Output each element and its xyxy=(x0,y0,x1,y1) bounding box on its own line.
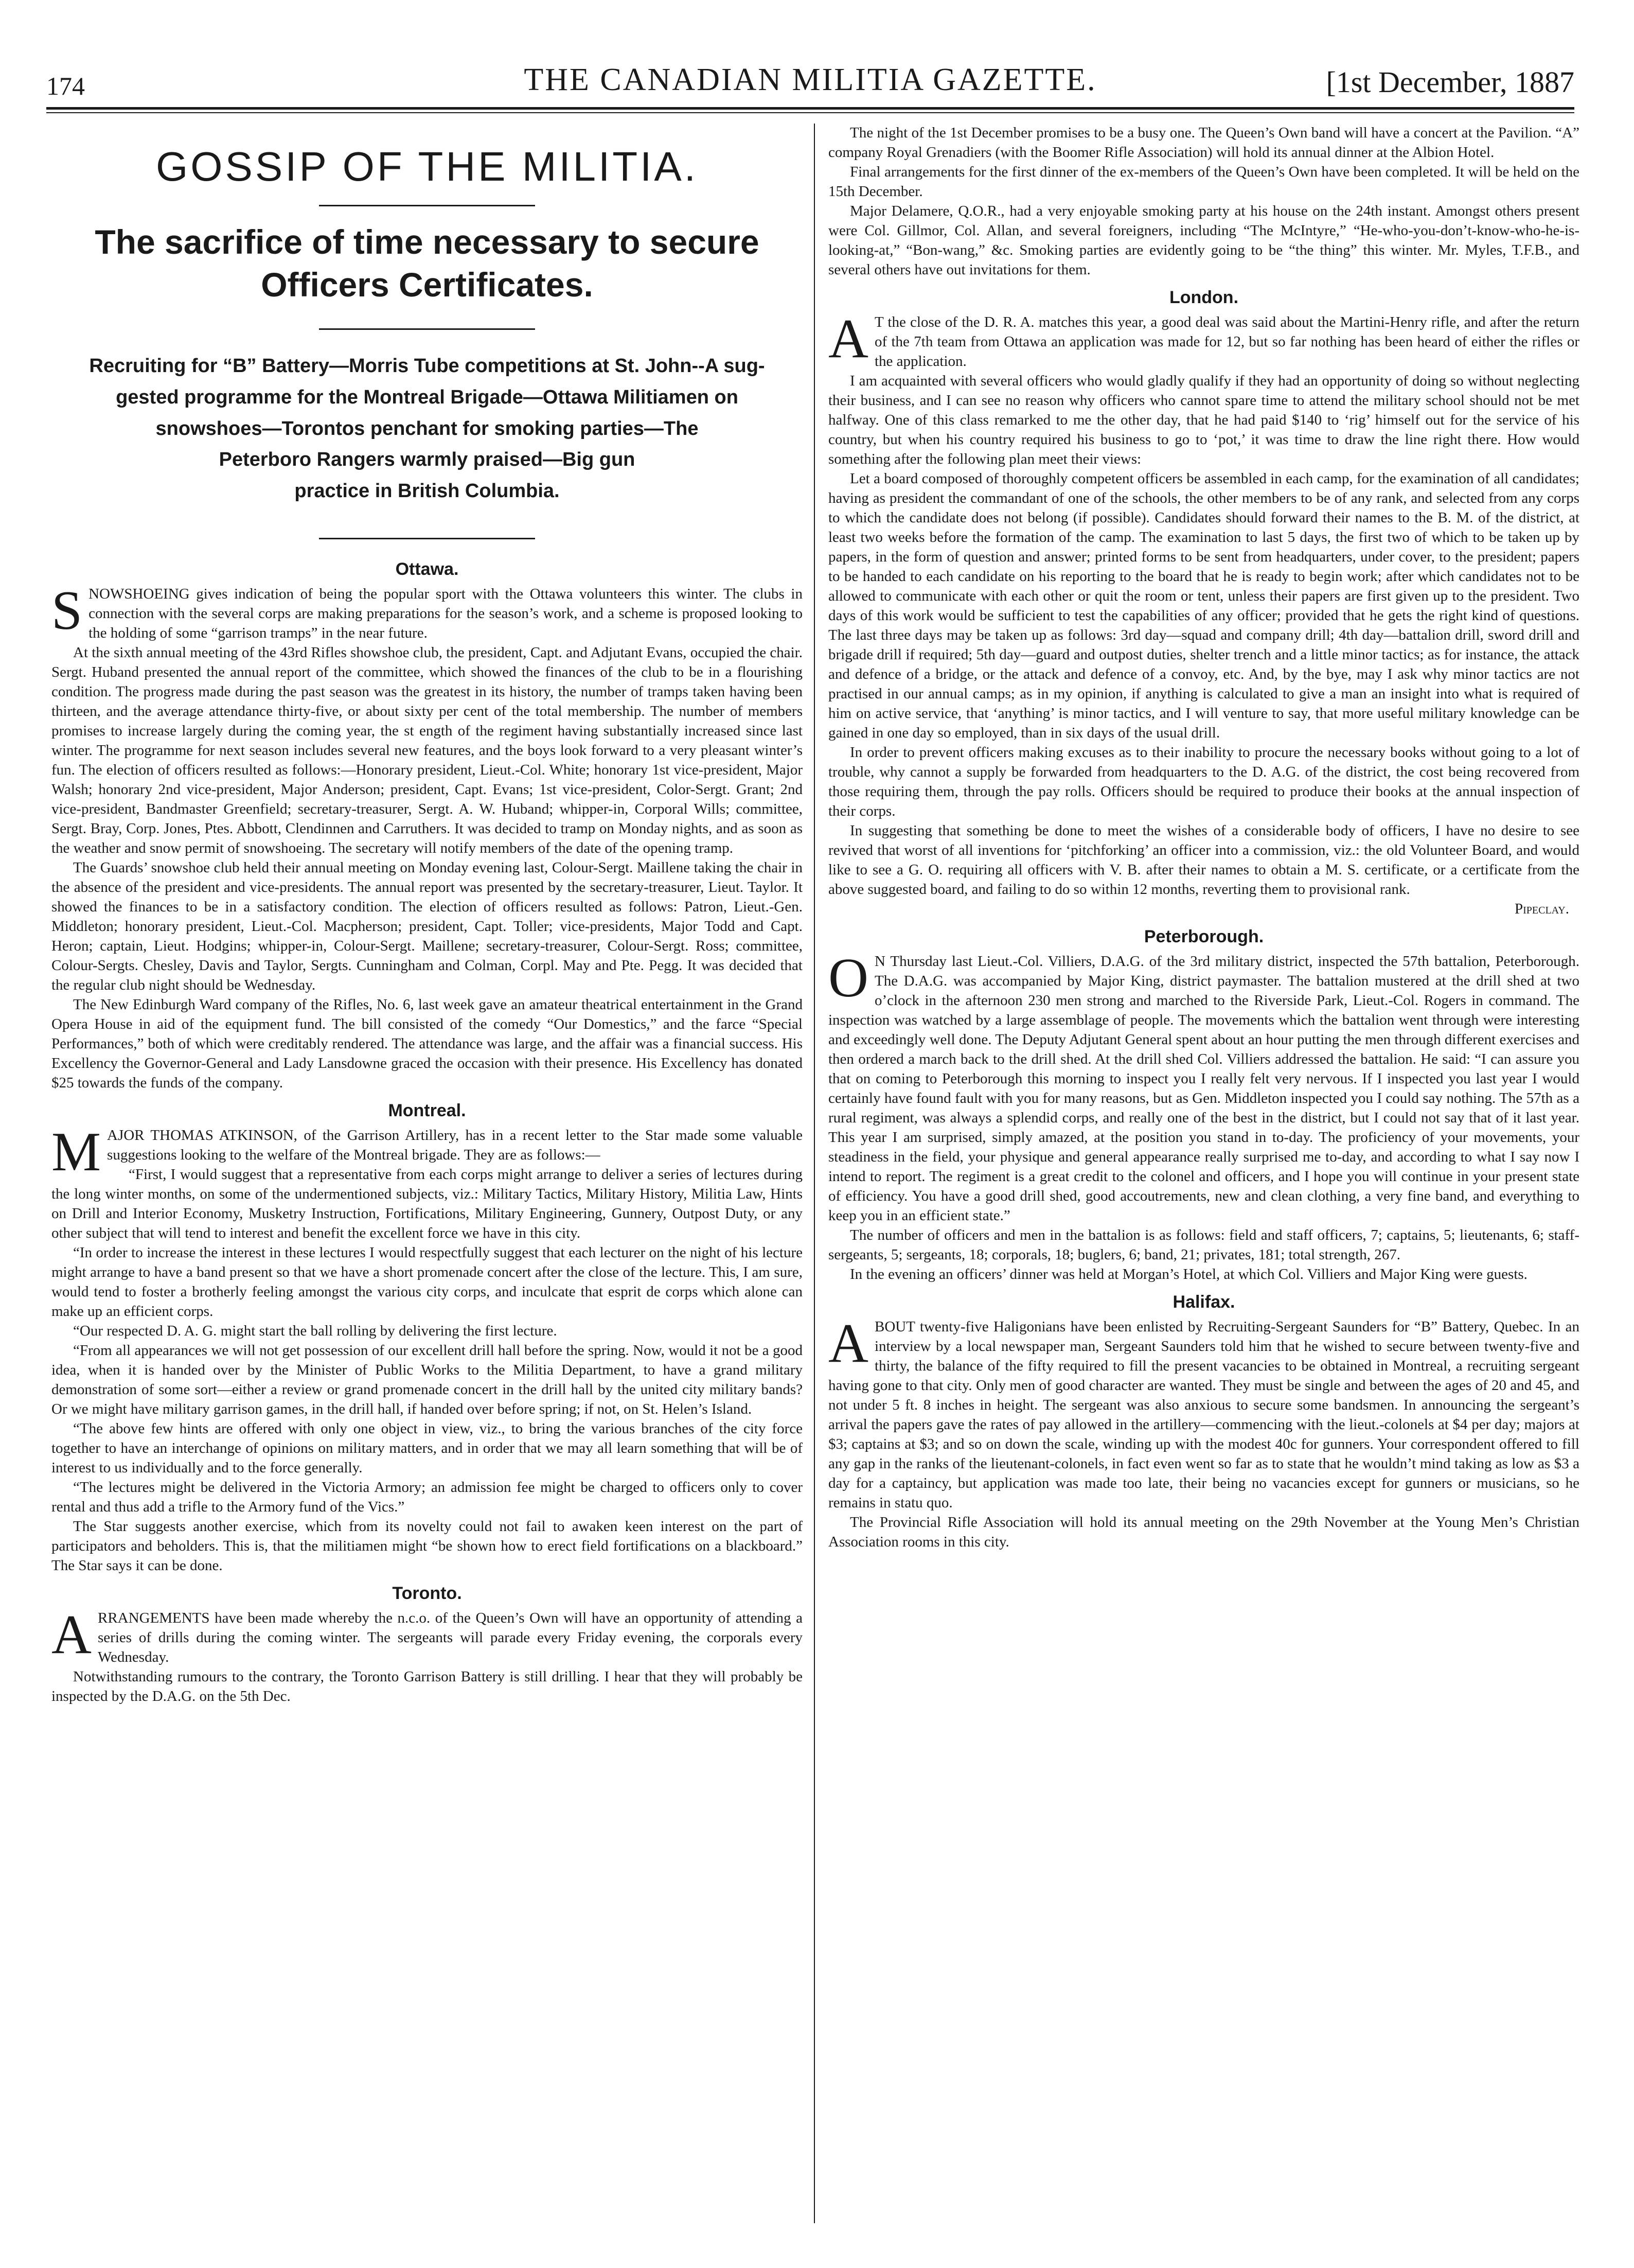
section-peterborough xyxy=(828,925,1579,1285)
feature-subtitle: The sacrifice of time necessary to secure Officers Certificates. xyxy=(95,223,759,304)
header-rule xyxy=(46,107,1574,110)
paragraph: The night of the 1st December promises to be a busy one. The Queen’s Own band will have a concert at the Pavilion. “A” company Royal Grenadiers (with the Boomer Rifle Association) will hold its annual dinner at the Albion Hotel. xyxy=(828,125,1579,161)
issue-date: [1st December, 1887 xyxy=(1326,65,1574,99)
paragraph: At the sixth annual meeting of the 43rd Rifles showshoe club, the president, Capt. and Adjutant Evans, occupied the chair. Sergt. Huband presented the annual report of the committee, which showed the finances of the club to be in a flourishing condition. The progress made during the past season was the greatest in its history, the number of tramps taken having been thirteen, and the average attendance thirty-five, or about sixty per cent of the total membership. The number of members promises to increase largely during the coming year, the st ength of the regiment having substantially increased since last winter. The programme for next season includes several new features, and the boys look forward to a very pleasant winter’s fun. The election of officers resulted as follows:—Honorary president, Lieut.-Col. White; honorary 1st vice-president, Major Walsh; honorary 2nd vice-president, Major Anderson; president, Capt. Evans; 1st vice-president, Color-Sergt. Grant; 2nd vice-president, Bandmaster Greenfield; secretary-treasurer, Sergt. A. W. Huband; whipper-in, Corporal Wills; committee, Sergt. Bray, Corp. Jones, Ptes. Abbott, Clendinnen and Carruthers. It was decided to tramp on Monday nights, and as soon as the weather and snow permit of snowshoeing. The secretary will notify members of the date of the opening tramp. xyxy=(51,644,803,856)
subtitle-rule xyxy=(319,328,535,330)
feature-title: GOSSIP OF THE MILITIA. xyxy=(156,144,698,189)
section-heading: Halifax. xyxy=(1173,1292,1235,1312)
paragraph: In suggesting that something be done to meet the wishes of a considerable body of officers, I have no desire to see revived that worst of all inventions for ‘pitchforking’ an officer into a commission, viz.: the old Volunteer Board, and would like to see a G. O. requiring all officers with V. B. after their names to obtain a M. S. certificate, or a certificate from the above suggested board, and failing to do so within 12 months, reverting them to provisional rank. xyxy=(828,822,1579,898)
summary-line: practice in British Columbia. xyxy=(294,480,560,502)
summary-line: Peterboro Rangers warmly praised—Big gun xyxy=(219,449,635,471)
paragraph: Notwithstanding rumours to the contrary, the Toronto Garrison Battery is still drilling. I hear that they will probably be inspected by the D.A.G. on the 5th Dec. xyxy=(51,1668,803,1704)
summary-line: gested programme for the Montreal Brigade—Ottawa Militiamen on xyxy=(116,386,738,408)
feature-summary xyxy=(82,350,772,507)
paragraph: “Our respected D. A. G. might start the ball rolling by delivering the first lecture. xyxy=(73,1322,557,1339)
right-column xyxy=(828,124,1579,1552)
left-column xyxy=(51,124,803,1707)
section-montreal xyxy=(51,1099,803,1576)
paragraph: SNOWSHOEING gives indication of being the popular sport with the Ottawa volunteers this winter. The clubs in connection with the several corps are making preparations for the season’s work, and a scheme is proposed looking to the holding of some “garrison tramps” in the near future. xyxy=(51,580,803,642)
paragraph: ABOUT twenty-five Haligonians have been enlisted by Recruiting-Sergeant Saunders for “B” Battery, Quebec. In an interview by a local newspaper man, Sergeant Saunders told him that he wished to secure between twenty-five and thirty, the balance of the fifty required to fill the present vacancies to be obtained in Montreal, a recruiting sergeant having gone to that city. Only men of good character are wanted. They must be single and between the ages of 20 and 45, and not under 5 ft. 8 inches in height. The sergeant was also anxious to secure some bandsmen. In announcing the sergeant’s arrival the papers gave the rates of pay allowed in the artillery—commencing with the lieut.-colonels at $4 per day; majors at $3; captains at $3; and so on down the scale, winding up with the modest 40c for gunners. Your correspondent offered to fill any gap in the ranks of the lieutenant-colonels, in fact even went so far as to state that he wouldn’t mind taking as low as $3 a day for a captaincy, but application was made too late, their being no vacancies except for gunners or musicians, so he remains in statu quo. xyxy=(828,1312,1579,1511)
section-halifax xyxy=(828,1291,1579,1552)
paragraph: The Provincial Rifle Association will hold its annual meeting on the 29th November at the Young Men’s Christian Association rooms in this city. xyxy=(828,1514,1579,1550)
paragraph: “In order to increase the interest in these lectures I would respectfully suggest that each lecturer on the night of his lecture might arrange to have a band present so that we have a short promenade concert after the close of the lecture. This, I am sure, would tend to foster a brotherly feeling amongst the various city corps, and inculcate that esprit de corps which alone can make up an efficient corps. xyxy=(51,1244,803,1320)
paragraph: AT the close of the D. R. A. matches this year, a good deal was said about the Martini-Henry rifle, and after the return of the 7th team from Ottawa an application was made for 12, but so far nothing has been heard of either the rifles or the application. xyxy=(828,308,1579,370)
section-heading: Peterborough. xyxy=(1144,926,1264,946)
running-head xyxy=(46,62,1574,103)
header-rule-thin xyxy=(46,112,1574,113)
summary-line: snowshoes—Torontos penchant for smoking parties—The xyxy=(155,417,699,439)
paragraph: “The lectures might be delivered in the Victoria Armory; an admission fee might be charged to officers only to cover rental and thus add a trifle to the Armory fund of the Vics.” xyxy=(51,1479,803,1515)
paragraph: The Star suggests another exercise, which from its novelty could not fail to awaken keen interest on the part of participators and beholders. This is, that the militiamen might “be shown how to erect field fortifications on a blackboard.” The Star says it can be done. xyxy=(51,1518,803,1574)
section-toronto xyxy=(51,1582,803,1707)
masthead: THE CANADIAN MILITIA GAZETTE. xyxy=(524,62,1097,97)
paragraph: The Guards’ snowshoe club held their annual meeting on Monday evening last, Colour-Sergt. Maillene taking the chair in the absence of the president and vice-presidents. The annual report was presented by the secretary-treasurer, Lieut. Taylor. It showed the finances to be in a satisfactory condition. The election of officers resulted as follows: Patron, Lieut.-Gen. Middleton; honorary president, Lieut.-Col. Macpherson; president, Capt. Toller; vice-presidents, Major Todd and Capt. Heron; captain, Lieut. Hodgins; whipper-in, Colour-Sergt. Maillene; secretary-treasurer, Colour-Sergt. Ross; committee, Colour-Sergts. Chesley, Davis and Taylor, Sergts. Cunningham and Colman, Corpl. May and Pte. Pegg. It was decided that the regular club night should be Wednesday. xyxy=(51,859,803,993)
section-heading: Montreal. xyxy=(388,1100,466,1120)
section-ottawa xyxy=(51,558,803,1093)
paragraph: Let a board composed of thoroughly competent officers be assembled in each camp, for the examination of all candidates; having as president the commandant of one of the schools, the other members to be of any rank, and selected from any corps to which the candidate does not belong (if possible). Candidates should forward their names to the B. M. of the district, at least two weeks before the formation of the camp. The examination to last 5 days, the first two of which to be taken up by papers, in the form of question and answer; printed forms to be sent from headquarters, under cover, to the president; papers to be handed to each candidate on his reporting to the board that he is ready to begin work; after which candidates not to be allowed to communicate with each other or quit the room or tent, unless their papers are first given up to the president. Two days of this work would be sufficient to test the capabilities of any officer; provided that he gets the right kind of questions. The last three days may be taken up as follows: 3rd day—squad and company drill; 4th day—battalion drill, sword drill and brigade drill if required; 5th day—guard and outpost duties, shelter trench and a little minor tactics; as for instance, the attack and defence of a bridge, or the attack and defence of a convoy, etc. And, by the bye, may I ask why minor tactics are not practised in our annual camps; as in my opinion, if anything is calculated to give a man an insight into what is required of him on active service, that ‘anything’ is minor tactics, and I will venture to say, that more useful military knowledge can be gained in one day so employed, than in six days of the usual drill. xyxy=(828,470,1579,741)
paragraph: Final arrangements for the first dinner of the ex-members of the Queen’s Own have been completed. It will be held on the 15th December. xyxy=(828,163,1579,200)
summary-rule xyxy=(319,538,535,539)
title-rule xyxy=(319,205,535,206)
paragraph: In the evening an officers’ dinner was held at Morgan’s Hotel, at which Col. Villiers and Major King were guests. xyxy=(850,1265,1528,1282)
section-heading: Toronto. xyxy=(392,1583,462,1603)
section-heading: Ottawa. xyxy=(395,559,459,579)
paragraph: “First, I would suggest that a representative from each corps might arrange to deliver a series of lectures during the long winter months, on some of the undermentioned subjects, viz.: Military Tactics, Military History, Militia Law, Hints on Drill and Interior Economy, Musketry Instruction, Fortifications, Military Engineering, Gunnery, Outpost Duty, or any other subject that will tend to interest and benefit the excellent force we have in this city. xyxy=(51,1166,803,1241)
paragraph: The New Edinburgh Ward company of the Rifles, No. 6, last week gave an amateur theatrical entertainment in the Grand Opera House in aid of the equipment fund. The bill consisted of the comedy “Our Domestics,” and the farce “Special Performances,” both of which were creditably rendered. The attendance was large, and the affair was a financial success. His Excellency the Governor-General and Lady Lansdowne graced the occasion with their presence. His Excellency has donated $25 towards the funds of the company. xyxy=(51,996,803,1091)
section-london xyxy=(828,286,1579,919)
paragraph: Major Delamere, Q.O.R., had a very enjoyable smoking party at his house on the 24th instant. Amongst others present were Col. Gillmor, Col. Allan, and several foreigners, including “The McIntyre,” “He-who-you-don’t-know-who-he-is-looking-at,” “Bon-wang,” &c. Smoking parties are evidently going to be “the thing” this winter. Mr. Myles, T.F.B., and several others have out invitations for them. xyxy=(828,202,1579,278)
paragraph: “The above few hints are offered with only one object in view, viz., to bring the various branches of the city force together to have an interchange of opinions on military matters, and in order that we may all learn something that will be of interest to us individually and to the force generally. xyxy=(51,1420,803,1476)
page-number: 174 xyxy=(46,72,85,100)
paragraph: ARRANGEMENTS have been made whereby the n.c.o. of the Queen’s Own will have an opportunity of attending a series of drills during the coming winter. The sergeants will parade every Friday evening, the corporals every Wednesday. xyxy=(51,1604,803,1665)
column-divider xyxy=(814,124,815,2223)
paragraph: The number of officers and men in the battalion is as follows: field and staff officers, 7; captains, 5; lieutenants, 6; staff-sergeants, 5; sergeants, 18; corporals, 18; buglers, 6; band, 21; privates, 181; total strength, 267. xyxy=(828,1226,1579,1263)
paragraph: MAJOR THOMAS ATKINSON, of the Garrison Artillery, has in a recent letter to the Star made some valuable suggestions looking to the welfare of the Montreal brigade. They are as follows:— xyxy=(51,1121,803,1183)
paragraph: ON Thursday last Lieut.-Col. Villiers, D.A.G. of the 3rd military district, inspected the 57th battalion, Peterborough. The D.A.G. was accompanied by Major King, district paymaster. The battalion mustered at the drill shed at two o’clock in the afternoon 230 men strong and marched to the Riverside Park, Lieut.-Col. Rogers in command. The inspection was watched by a large assemblage of people. The movements which the battalion went through were interesting and exceedingly well done. The Deputy Adjutant General spent about an hour putting the men through different exercises and then ordered a march back to the drill shed. At the drill shed Col. Villiers addressed the battalion. He said: “I can assure you that on coming to Peterborough this morning to inspect you I really felt very nervous. If I inspected you last year I would certainly have found fault with you for many reasons, but as Gen. Middleton inspected you I could say nothing. The 57th as a rural regiment, was always a splendid corps, and really one of the best in the district, but I could not say that of it last year. This year I am surprised, simply amazed, at the position you stand in to-day. The proficiency of your movements, your steadiness in the field, your physique and general appearance really surprised me to-day, and according to what I say now I intend to report. The regiment is a great credit to the colonel and officers, and I hope you will continue in your present state of efficiency. You have a good drill shed, good accoutrements, new and clean clothing, a very fine band, and everything to keep you in an efficient state.” xyxy=(828,947,1579,1224)
paragraph: “From all appearances we will not get possession of our excellent drill hall before the spring. Now, would it not be a good idea, when it is handed over by the Minister of Public Works to the Militia Department, to have a grand military demonstration of some sort—either a review or grand promenade concert in the drill hall by the united city military bands? Or we might have military garrison games, in the drill hall, if handed over before spring; if not, on St. Helen’s Island. xyxy=(51,1342,803,1417)
signature: Pipeclay. xyxy=(1515,900,1569,917)
paragraph: I am acquainted with several officers who would gladly qualify if they had an opportunity of doing so without neglecting their business, and I can see no reason why officers who cannot spare time to attend the military school should not be met halfway. One of this class remarked to me the other day, that he had paid $140 to ‘rig’ himself out for the service of his country, but when his country required his business to go to ‘pot,’ it was time to draw the line right there. How would something after the following plan meet their views: xyxy=(828,373,1579,467)
section-heading: London. xyxy=(1169,287,1239,307)
summary-line: Recruiting for “B” Battery—Morris Tube competitions at St. John--A sug- xyxy=(89,355,765,377)
paragraph: In order to prevent officers making excuses as to their inability to procure the necessary books without going to a lot of trouble, why cannot a supply be forwarded from headquarters to the D. A.G. of the district, the cost being recovered from those requiring them, through the pay rolls. Officers should be required to produce their books at the annual inspection of their corps. xyxy=(828,744,1579,819)
section-toronto-continued xyxy=(828,124,1579,280)
